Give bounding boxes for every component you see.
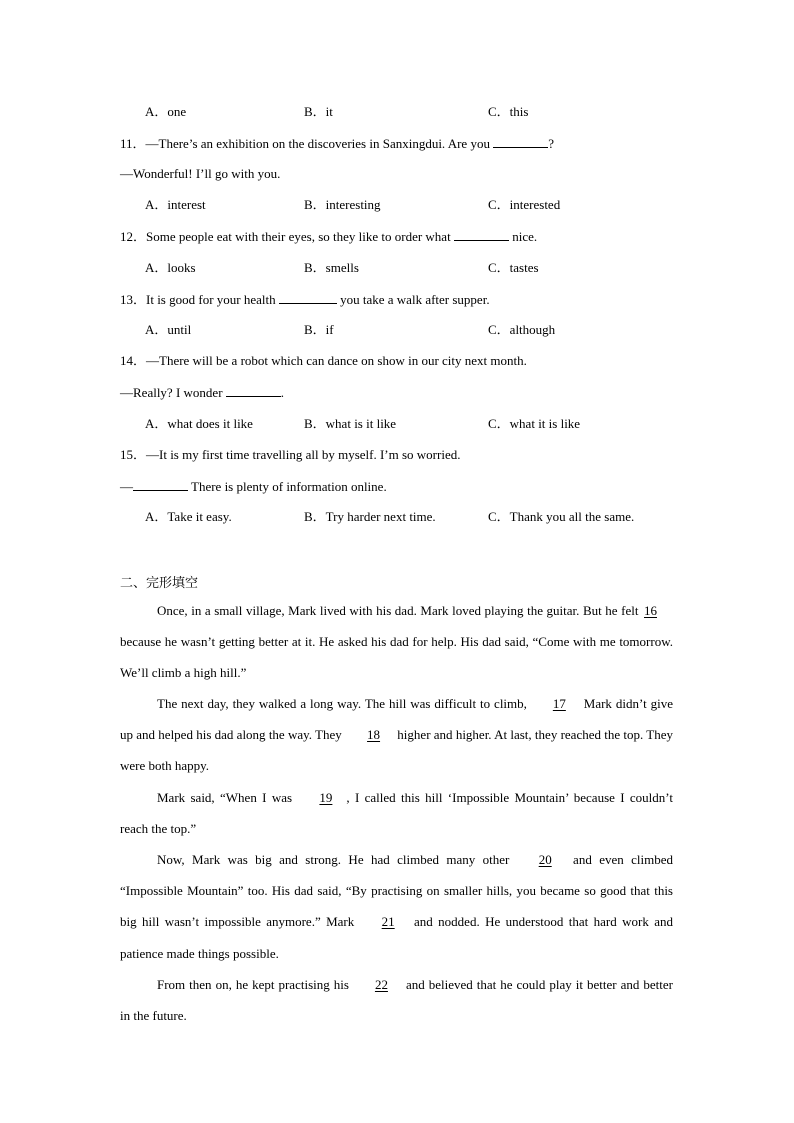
answer-blank: [454, 227, 509, 241]
option-a: A．looks: [145, 260, 196, 275]
option-b: B．it: [304, 104, 333, 119]
answer-blank: [493, 134, 548, 148]
option-a: A．Take it easy.: [145, 509, 232, 524]
question-14-stem: 14．—There will be a robot which can dance on show in our city next month.: [120, 353, 527, 368]
option-c: C．interested: [488, 197, 561, 212]
passage-paragraph-3: Mark said, “When I was 19 , I called this hill ‘Impossible Mountain’ because I couldn’t reach the top.”: [120, 782, 673, 844]
option-c: C．what it is like: [488, 416, 581, 431]
passage-paragraph-4: Now, Mark was big and strong. He had climbed many other 20 and even climbed “Impossible Mountain” too. His dad said, “By practising on smaller hills, you became so good that this big hill wasn’t impossible anymore.” Mark 21 and nodded. He understood that hard work and patience made things possible.: [120, 844, 673, 969]
cloze-blank-17: 17: [552, 696, 566, 711]
question-15-options: [145, 508, 705, 526]
passage-paragraph-1: Once, in a small village, Mark lived with his dad. Mark loved playing the guitar. But he felt 16 because he wasn’t getting better at it. He asked his dad for help. His dad said, “Come with me tomorrow. We’ll climb a high hill.”: [120, 595, 673, 689]
option-b: B．interesting: [304, 197, 381, 212]
section-title: 二、完形填空: [120, 576, 199, 591]
question-15-stem: 15．—It is my first time travelling all by myself. I’m so worried.: [120, 447, 461, 462]
cloze-blank-20: 20: [538, 852, 552, 867]
option-b: B．what is it like: [304, 416, 397, 431]
question-15-reply: — There is plenty of information online.: [120, 479, 387, 494]
question-14-options: [145, 415, 705, 433]
option-c: C．this: [488, 104, 529, 119]
option-a: A．interest: [145, 197, 206, 212]
question-12-stem: 12．Some people eat with their eyes, so they like to order what nice.: [120, 229, 538, 244]
cloze-blank-18: 18: [367, 727, 381, 743]
option-b: B．if: [304, 322, 334, 337]
passage-paragraph-2: The next day, they walked a long way. The hill was difficult to climb, 17 Mark didn’t give up and helped his dad along the way. They 18 higher and higher. At last, they reached the top. They were both happy.: [120, 688, 673, 782]
question-10-options: [145, 103, 705, 121]
cloze-blank-19: 19: [319, 790, 333, 805]
option-a: A．one: [145, 104, 187, 119]
question-11-reply: —Wonderful! I’ll go with you.: [120, 166, 281, 181]
answer-blank: [133, 477, 188, 491]
cloze-blank-16: 16: [644, 603, 657, 618]
question-11-stem: 11．—There’s an exhibition on the discoveries in Sanxingdui. Are you ?: [120, 136, 554, 151]
option-c: C．Thank you all the same.: [488, 509, 635, 524]
answer-blank: [279, 290, 337, 304]
option-c: C．although: [488, 322, 556, 337]
option-a: A．what does it like: [145, 416, 253, 431]
question-14-reply: —Really? I wonder .: [120, 385, 285, 400]
question-13-stem: 13．It is good for your health you take a walk after supper.: [120, 292, 490, 307]
passage-paragraph-5: From then on, he kept practising his 22 and believed that he could play it better and better in the future.: [120, 969, 673, 1031]
answer-blank: [226, 383, 281, 397]
option-a: A．until: [145, 322, 192, 337]
option-b: B．smells: [304, 260, 359, 275]
question-13-options: [145, 321, 705, 339]
question-12-options: [145, 259, 705, 277]
cloze-blank-22: 22: [374, 977, 388, 992]
option-b: B．Try harder next time.: [304, 509, 436, 524]
option-c: C．tastes: [488, 260, 539, 275]
cloze-blank-21: 21: [381, 914, 395, 930]
question-11-options: [145, 196, 705, 214]
